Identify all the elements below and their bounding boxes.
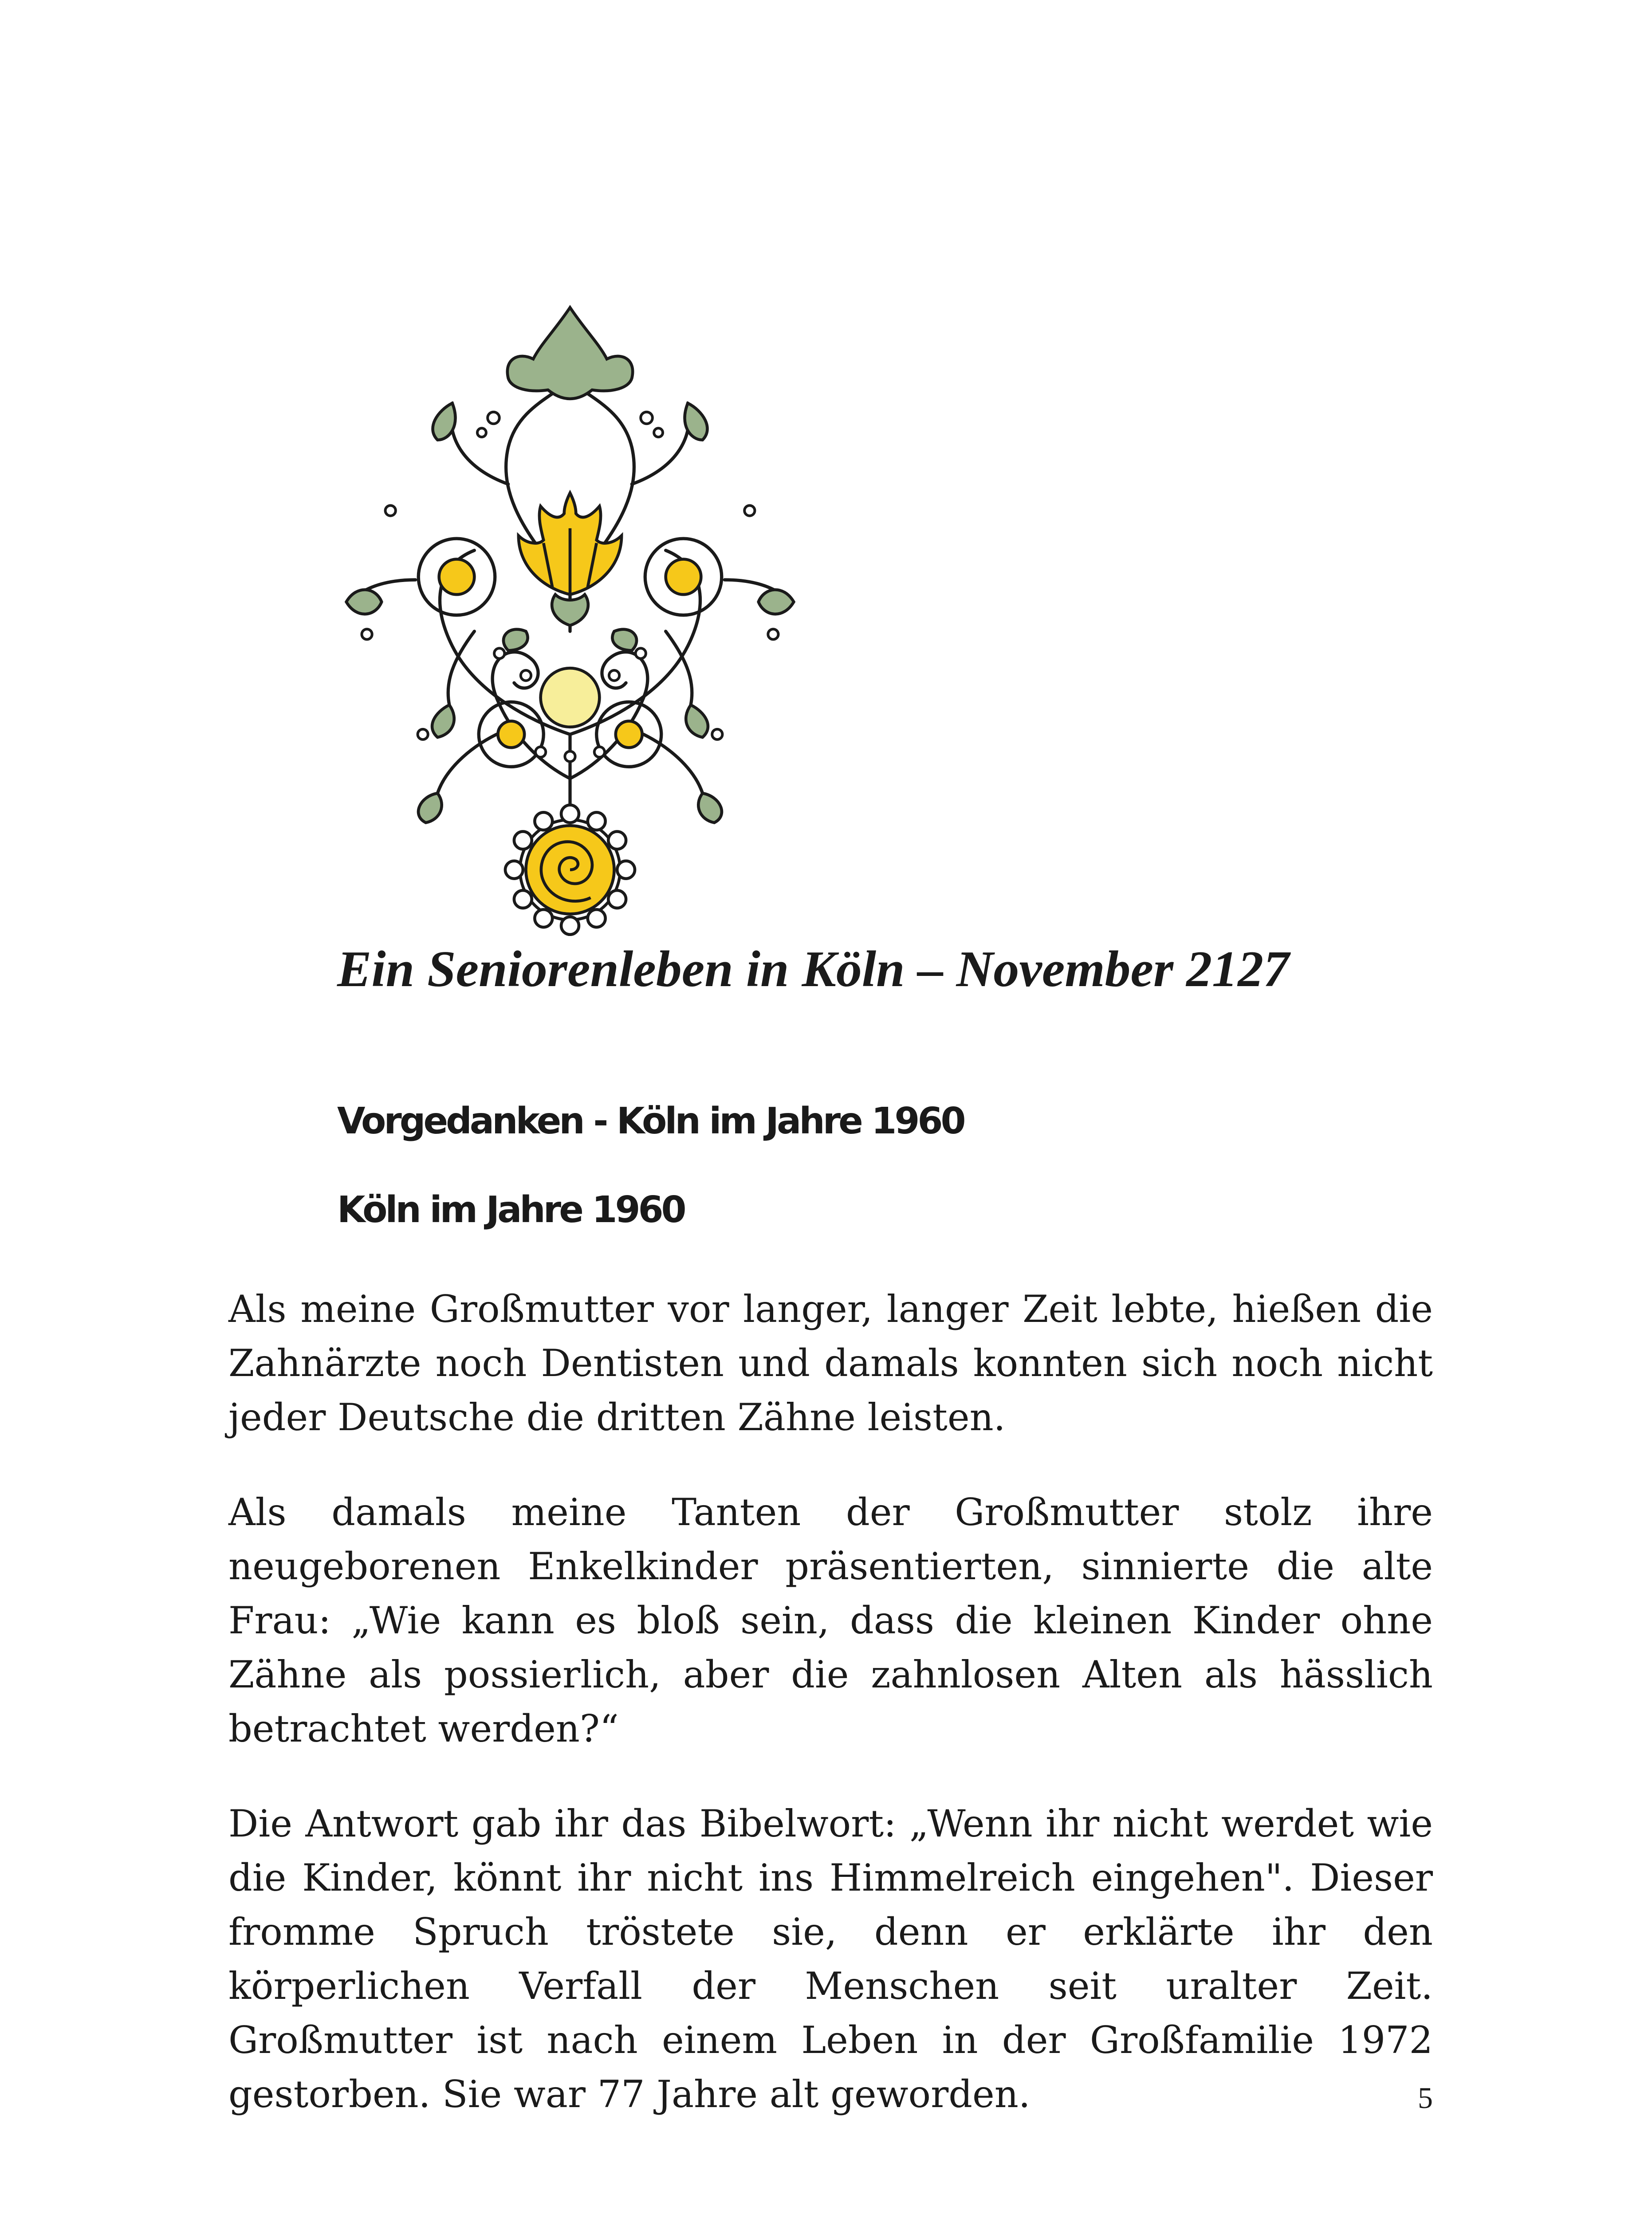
floral-ornament-icon <box>333 293 807 940</box>
section-heading: Vorgedanken - Köln im Jahre 1960 <box>337 1100 964 1142</box>
subsection-heading: Köln im Jahre 1960 <box>337 1189 684 1231</box>
paragraph-2: Als damals meine Tanten der Großmutter stolz ihre neugeborenen Enkelkinder präsentierten, sinnierte die alte Frau: „Wie kann es bloß sein, dass die kleinen Kinder ohne Zähne als possierlich, aber die zahnlosen Alten als hässlich betrachtet werden?“ <box>228 1490 1433 1750</box>
paragraph-1: Als meine Großmutter vor langer, langer Zeit lebte, hießen die Zahnärzte noch Dentisten und damals konnten sich noch nicht jeder Deutsche die dritten Zähne leisten. <box>228 1287 1433 1439</box>
page-number: 5 <box>1418 2081 1433 2115</box>
body-text <box>228 1282 1433 2162</box>
paragraph-3: Die Antwort gab ihr das Bibelwort: „Wenn ihr nicht werdet wie die Kinder, könnt ihr nicht ins Himmelreich eingehen". Dieser fromme Spruch tröstete sie, denn er erklärte ihr den körperlichen Verfall der Menschen seit uralter Zeit. Großmutter ist nach einem Leben in der Großfamilie 1972 gestorben. Sie war 77 Jahre alt geworden. <box>228 1802 1433 2116</box>
document-title: Ein Seniorenleben in Köln – November 2127 <box>337 941 1290 998</box>
